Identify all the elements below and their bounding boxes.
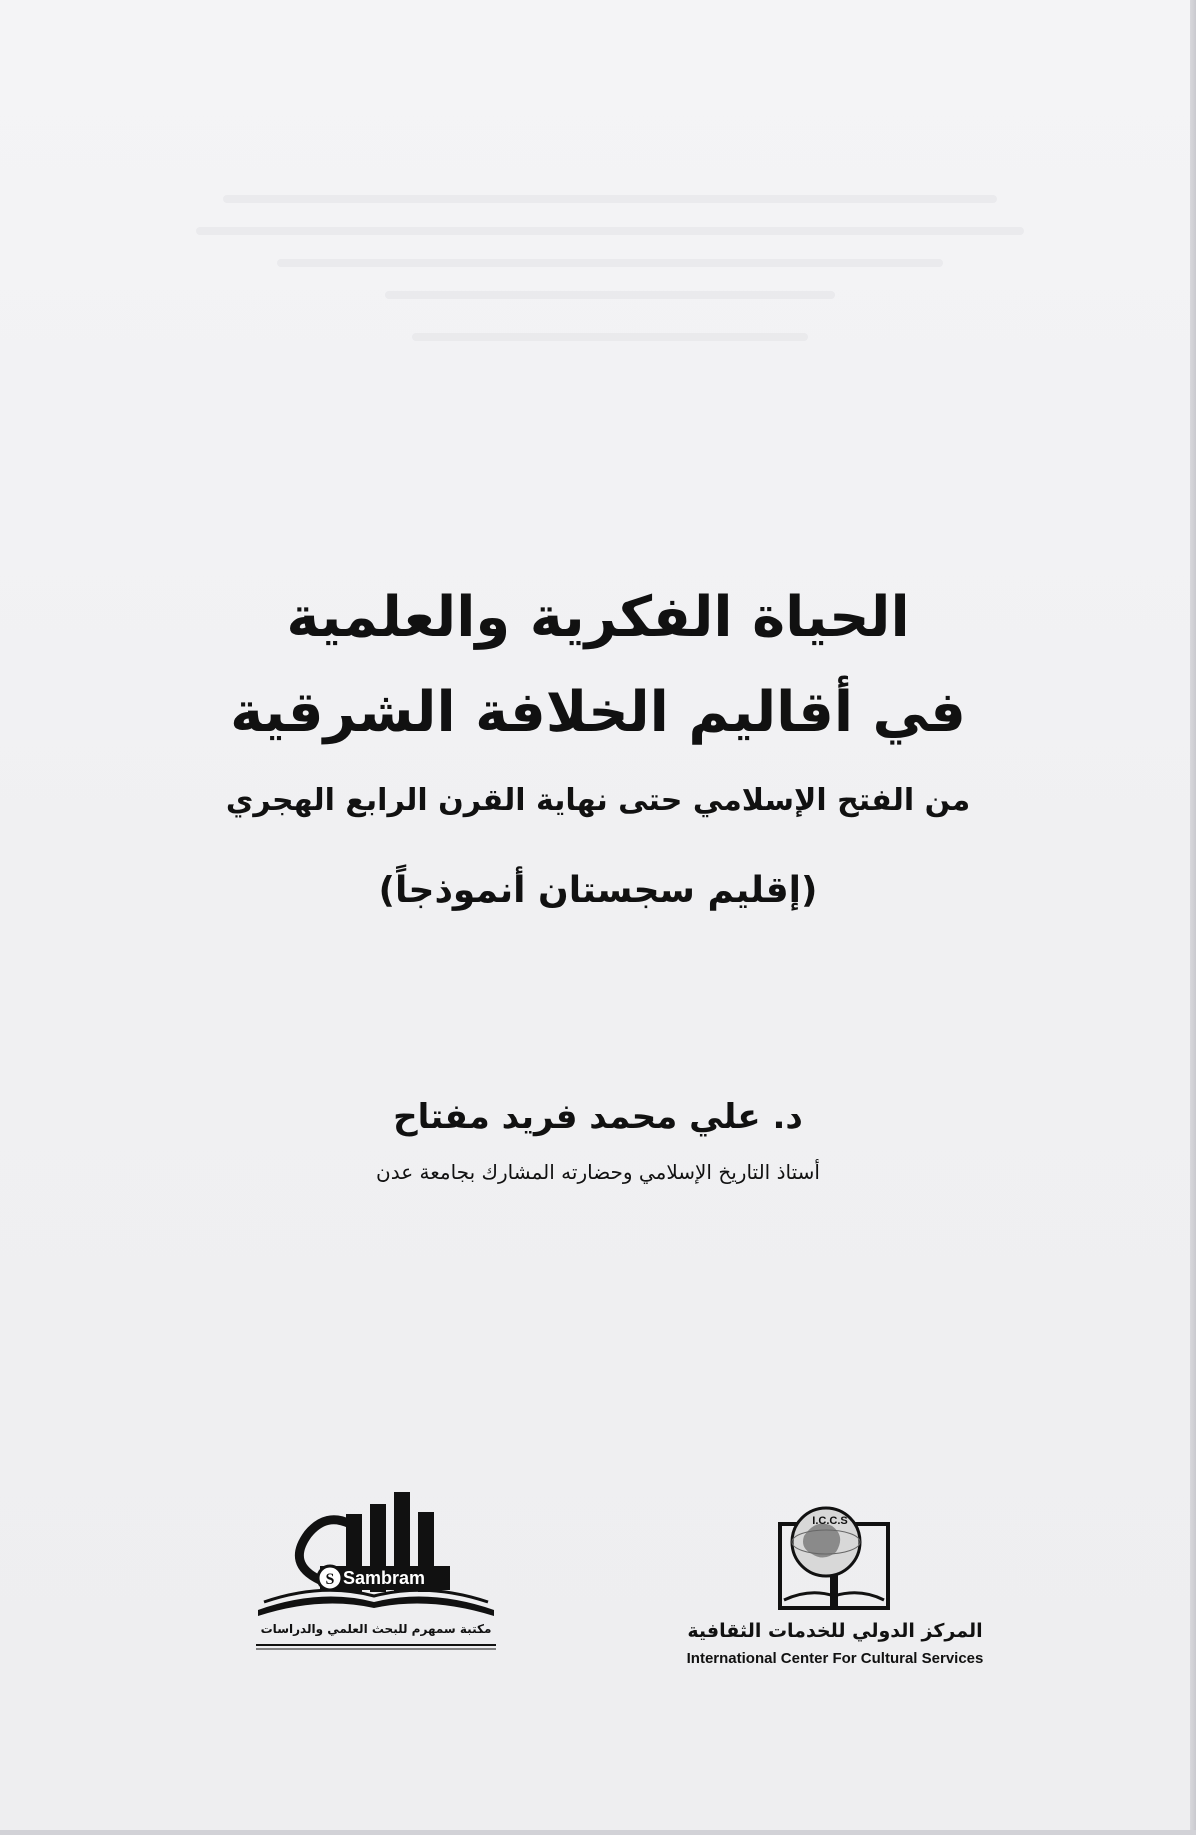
iccs-logo <box>660 1496 1010 1676</box>
book-title-line-2: في أقاليم الخلافة الشرقية <box>230 680 966 745</box>
author-name: د. علي محمد فريد مفتاح <box>393 1097 803 1137</box>
book-subtitle: من الفتح الإسلامي حتى نهاية القرن الرابع الهجري <box>225 783 971 818</box>
iccs-name-english: International Center For Cultural Services <box>686 1650 984 1667</box>
iccs-globe-book-icon <box>660 1496 1010 1618</box>
svg-text:S: S <box>325 1571 335 1588</box>
page-edge-bottom <box>0 1830 1196 1835</box>
sambram-book-icon <box>250 1484 502 1622</box>
sambram-logo <box>250 1484 502 1654</box>
sambram-underline <box>250 1642 502 1652</box>
sambram-caption: مكتبة سمهرم للبحث العلمي والدراسات <box>260 1622 492 1636</box>
iccs-wordmark: I.C.C.S <box>812 1515 848 1527</box>
show-through-lines <box>160 195 1060 395</box>
book-title-line-1: الحياة الفكرية والعلمية <box>286 585 910 650</box>
book-case-study: (إقليم سجستان أنموذجاً) <box>378 870 818 911</box>
iccs-name-arabic: المركز الدولي للخدمات الثقافية <box>687 1620 983 1642</box>
sambram-wordmark: Sambram <box>342 1568 426 1588</box>
page-edge-right <box>1190 0 1196 1835</box>
author-affiliation: أستاذ التاريخ الإسلامي وحضارته المشارك بجامعة عدن <box>376 1160 820 1184</box>
